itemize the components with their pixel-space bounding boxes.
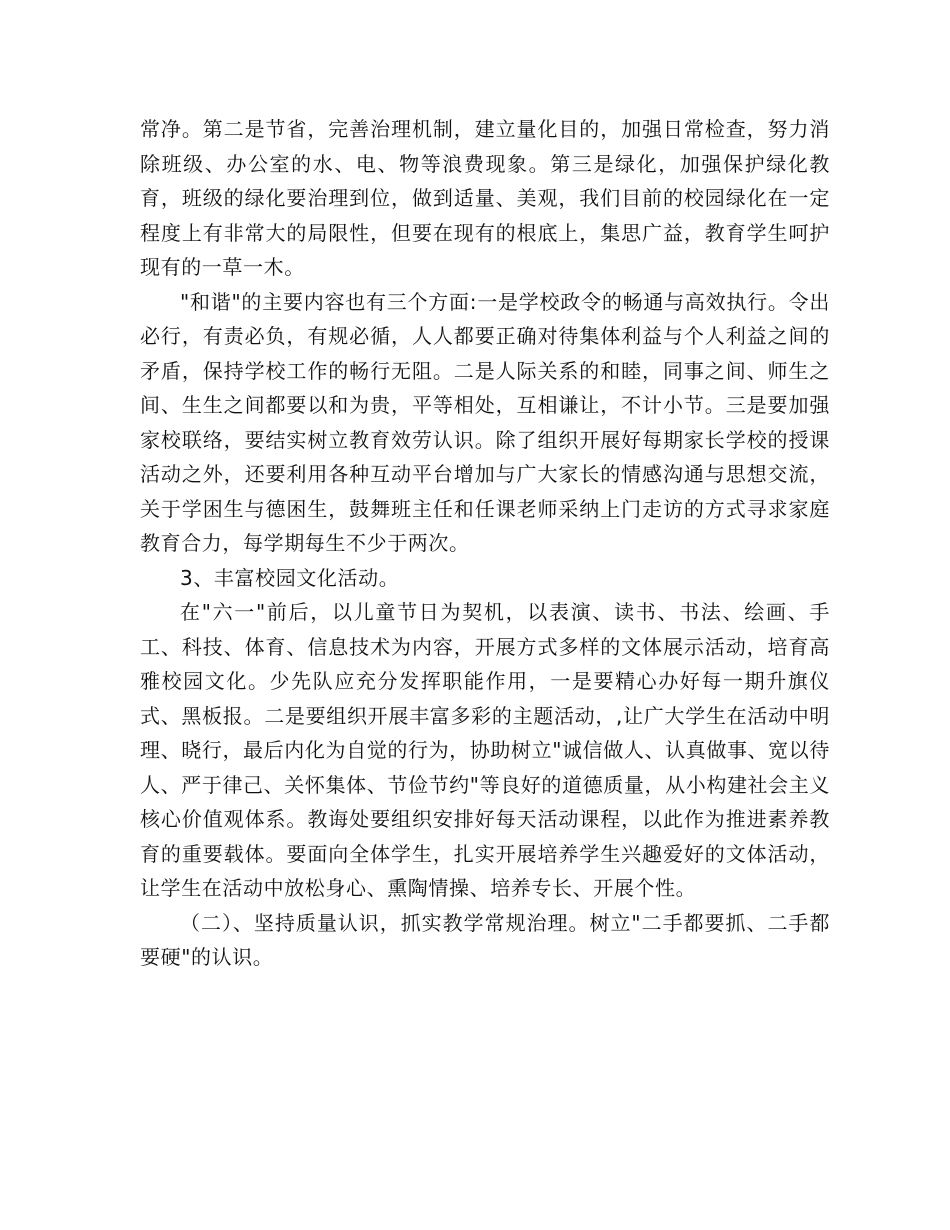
section-heading-teaching-quality: （二）、坚持质量认识，抓实教学常规治理。树立"二手都要抓、二手都要硬"的认识。 xyxy=(140,910,830,969)
section-heading-campus-culture: 3、丰富校园文化活动。 xyxy=(180,565,400,590)
paragraph-harmony: "和谐"的主要内容也有三个方面:一是学校政令的畅通与高效执行。令出必行，有责必负，有规必循，人人都要正确对待集体利益与个人利益之间的矛盾，保持学校工作的畅行无阻。二是人际关系的和睦，同事之间、师生之间、生生之间都要以和为贵，平等相处，互相谦让，不计小节。三是要加强家校联络，要结实树立教育效劳认识。除了组织开展好每期家长学校的授课活动之外，还要利用各种互动平台增加与广大家长的情感沟通与思想交流，关于学困生与德困生，鼓舞班主任和任课老师采纳上门走访的方式寻求家庭教育合力，每学期每生不少于两次。 xyxy=(140,289,830,555)
paragraph-children-day-activities: 在"六一"前后，以儿童节日为契机，以表演、读书、书法、绘画、手工、科技、体育、信息技术为内容，开展方式多样的文体展示活动，培育高雅校园文化。少先队应充分发挥职能作用，一是要精心办好每一期升旗仪式、黑板报。二是要组织开展丰富多彩的主题活动，,让广大学生在活动中明理、晓行，最后内化为自觉的行为，协助树立"诚信做人、认真做事、宽以待人、严于律己、关怀集体、节俭节约"等良好的道德质量，从小构建社会主义核心价值观体系。教诲处要组织安排好每天活动课程，以此作为推进素养教育的重要载体。要面向全体学生，扎实开展培养学生兴趣爱好的文体活动，让学生在活动中放松身心、熏陶情操、培养专长、开展个性。 xyxy=(140,600,830,900)
document-body xyxy=(140,112,830,975)
paragraph-continuation: 常净。第二是节省，完善治理机制，建立量化目的，加强日常检查，努力消除班级、办公室的水、电、物等浪费现象。第三是绿化，加强保护绿化教育，班级的绿化要治理到位，做到适量、美观，我们目前的校园绿化在一定程度上有非常大的局限性，但要在现有的根底上，集思广益，教育学生呵护现有的一草一木。 xyxy=(140,117,830,279)
